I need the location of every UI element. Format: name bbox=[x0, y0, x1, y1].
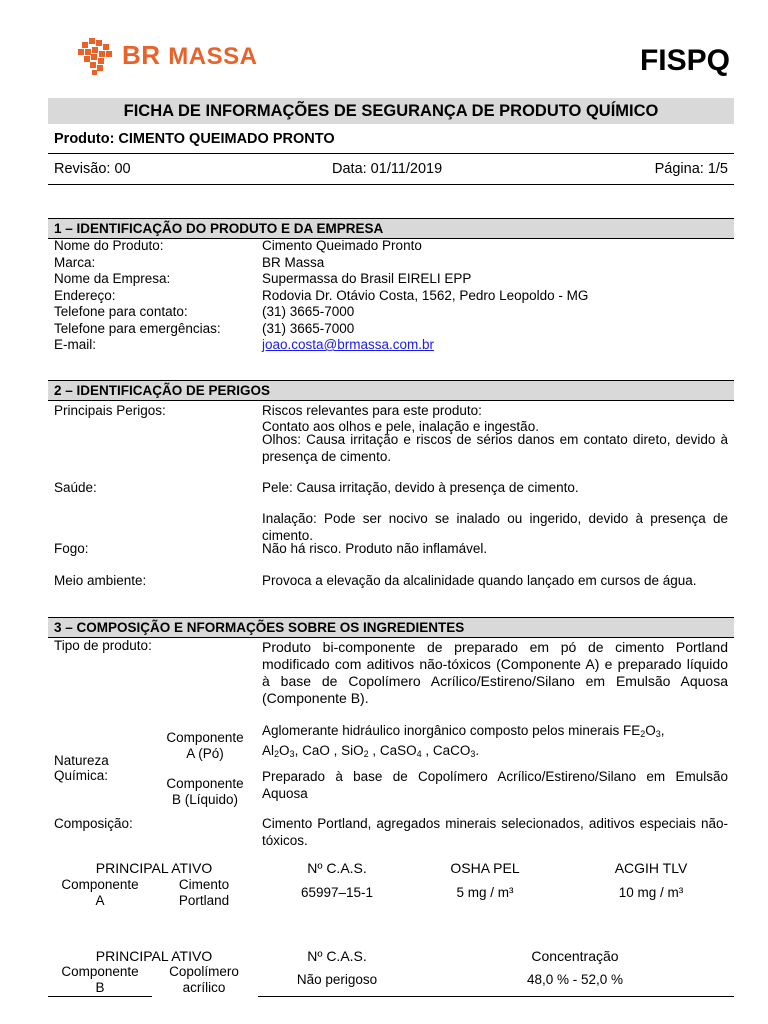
brazil-map-icon bbox=[76, 34, 116, 80]
field-value: (31) 3665-7000 bbox=[262, 304, 355, 319]
field-value: Supermassa do Brasil EIRELI EPP bbox=[262, 271, 472, 286]
divider bbox=[48, 184, 734, 185]
table-a-header-acgih: ACGIH TLV bbox=[614, 860, 688, 876]
table-b-concentration: 48,0 % - 52,0 % bbox=[526, 972, 624, 987]
tipo-produto-value: Produto bi-componente de preparado em pó de cimento Portland modificado com aditivos não-tóxicos (Componente A) e preparado líquido à base de Copolímero Acrílico/Estireno/Silano em Emulsão Aquosa (Componente B). bbox=[262, 639, 728, 706]
section-2-heading: 2 – IDENTIFICAÇÃO DE PERIGOS bbox=[48, 380, 734, 401]
brand-logo bbox=[76, 34, 276, 86]
saude-label: Saúde: bbox=[54, 480, 97, 495]
field-label: E-mail: bbox=[54, 337, 97, 352]
revision: Revisão: 00 bbox=[54, 161, 131, 177]
principais-perigos-line: Riscos relevantes para este produto: bbox=[262, 403, 482, 418]
meio-ambiente-value: Provoca a elevação da alcalinidade quando lançado em cursos de água. bbox=[262, 573, 697, 588]
section-3-heading: 3 – COMPOSIÇÃO E NFORMAÇÕES SOBRE OS INGREDIENTES bbox=[48, 617, 734, 638]
document-code: FISPQ bbox=[639, 44, 730, 77]
document-title-bar bbox=[48, 98, 734, 124]
document-title: FICHA DE INFORMAÇÕES DE SEGURANÇA DE PRODUTO QUÍMICO bbox=[123, 102, 659, 120]
brand-name: BR MASSA bbox=[122, 40, 258, 70]
field-value: (31) 3665-7000 bbox=[262, 321, 355, 336]
natureza-label: Química: bbox=[54, 768, 109, 783]
email-link[interactable]: joao.costa@brmassa.com.br bbox=[262, 337, 435, 352]
table-a-header-osha: OSHA PEL bbox=[450, 860, 520, 876]
section-1-heading: 1 – IDENTIFICAÇÃO DO PRODUTO E DA EMPRESA bbox=[48, 218, 734, 239]
fogo-label: Fogo: bbox=[54, 541, 89, 556]
field-label: Telefone para contato: bbox=[54, 304, 188, 319]
field-value: Rodovia Dr. Otávio Costa, 1562, Pedro Leopoldo - MG bbox=[262, 288, 589, 303]
table-b-header-cas: Nº C.A.S. bbox=[307, 948, 367, 964]
principais-perigos-label: Principais Perigos: bbox=[54, 403, 166, 418]
table-a-acgih: 10 mg / m³ bbox=[618, 885, 684, 900]
componente-b-value: Preparado à base de Copolímero Acrílico/Estireno/Silano em Emulsão Aquosa bbox=[262, 769, 728, 801]
table-b-underline bbox=[48, 996, 152, 997]
composicao-label: Composição: bbox=[54, 816, 133, 831]
table-b-header-principal: PRINCIPAL ATIVO bbox=[95, 948, 213, 964]
table-a-header-cas: Nº C.A.S. bbox=[307, 860, 367, 876]
field-label: Nome da Empresa: bbox=[54, 271, 171, 286]
table-a-component: Componente A bbox=[61, 877, 139, 908]
principais-perigos-line: Olhos: Causa irritação e riscos de sérios danos em contato direto, devido à presença de cimento. bbox=[262, 432, 728, 464]
table-a-cas: 65997–15-1 bbox=[300, 885, 374, 900]
meio-ambiente-label: Meio ambiente: bbox=[54, 573, 147, 588]
saude-line: Inalação: Pode ser nocivo se inalado ou ingerido, devido à presença de cimento. bbox=[262, 511, 728, 543]
date: Data: 01/11/2019 bbox=[332, 161, 443, 177]
table-b-cas: Não perigoso bbox=[296, 972, 378, 987]
composicao-value: Cimento Portland, agregados minerais selecionados, aditivos especiais não-tóxicos. bbox=[262, 816, 728, 848]
table-b-component: Componente B bbox=[61, 964, 139, 995]
table-a-ingredient: Cimento Portland bbox=[178, 877, 230, 908]
divider bbox=[48, 153, 734, 154]
field-value: Cimento Queimado Pronto bbox=[262, 238, 422, 253]
field-label: Telefone para emergências: bbox=[54, 321, 221, 336]
page-number: Página: 1/5 bbox=[654, 161, 728, 177]
field-value: BR Massa bbox=[262, 255, 325, 270]
saude-line: Pele: Causa irritação, devido à presença de cimento. bbox=[262, 480, 579, 495]
table-a-header-principal: PRINCIPAL ATIVO bbox=[95, 860, 213, 876]
table-b-underline bbox=[258, 996, 734, 997]
field-label: Marca: bbox=[54, 255, 96, 270]
fogo-value: Não há risco. Produto não inflamável. bbox=[262, 541, 488, 556]
componente-a-label: Componente A (Pó) bbox=[166, 730, 244, 761]
natureza-label: Natureza bbox=[54, 753, 109, 768]
table-a-osha: 5 mg / m³ bbox=[456, 885, 514, 900]
product-name: Produto: CIMENTO QUEIMADO PRONTO bbox=[54, 131, 335, 147]
componente-b-label: Componente B (Líquido) bbox=[166, 776, 244, 807]
field-label: Endereço: bbox=[54, 288, 116, 303]
tipo-produto-label: Tipo de produto: bbox=[54, 638, 152, 653]
table-b-ingredient: Copolímero acrílico bbox=[169, 964, 239, 995]
principais-perigos-line: Contato aos olhos e pele, inalação e ingestão. bbox=[262, 419, 539, 434]
componente-a-value: Aglomerante hidráulico inorgânico composto pelos minerais $FE_2O_3$, $Al_2O_3$, CaO , SiO$_2$ , CaSO$_4$ , CaCO$_3$. bbox=[262, 723, 665, 759]
table-b-header-concentration: Concentração bbox=[531, 948, 619, 964]
field-label: Nome do Produto: bbox=[54, 238, 164, 253]
